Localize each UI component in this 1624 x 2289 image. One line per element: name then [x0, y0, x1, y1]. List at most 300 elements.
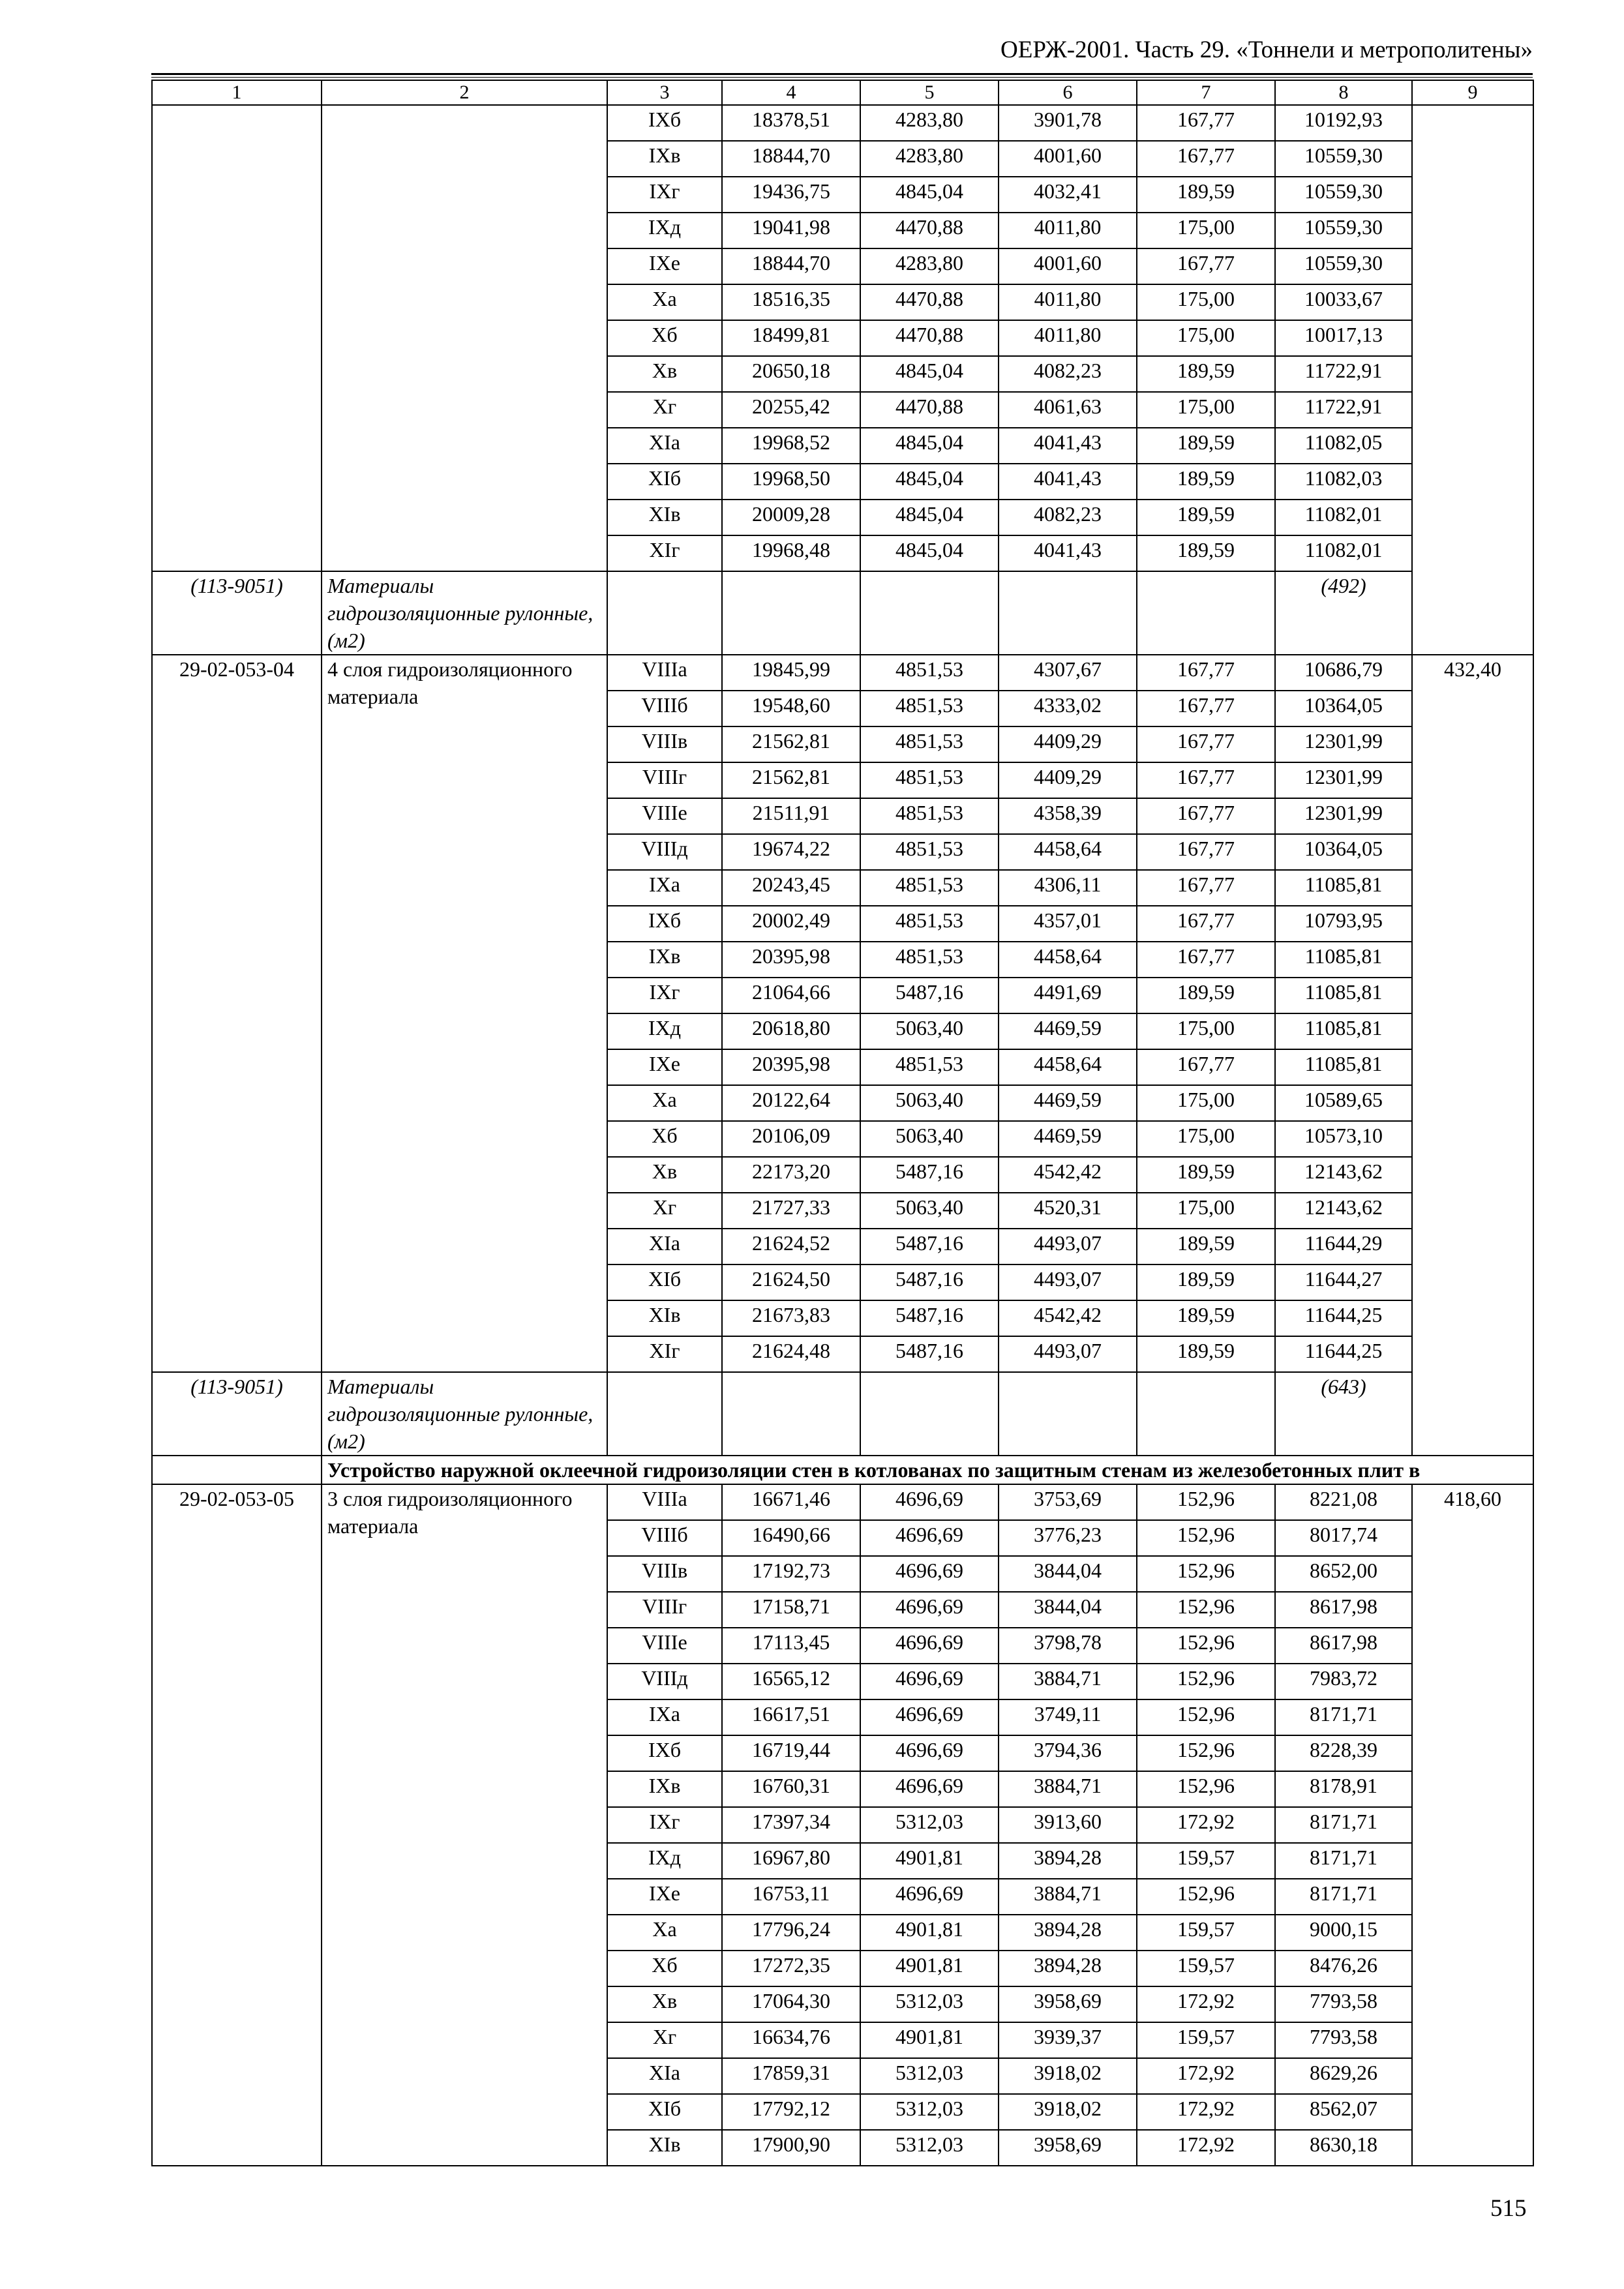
cell-c4: 17397,34	[722, 1807, 860, 1843]
cell-c6: 4061,63	[999, 392, 1137, 428]
cell-c4: 20395,98	[722, 942, 860, 978]
cell-c3: VIIIд	[607, 1664, 722, 1699]
cell-c6: 4041,43	[999, 535, 1137, 571]
cell-c6: 3958,69	[999, 1986, 1137, 2022]
cell-c8: 11085,81	[1275, 1013, 1412, 1049]
cell-c5: 4696,69	[860, 1879, 999, 1915]
cell-c7: 172,92	[1137, 2058, 1275, 2094]
cell-c5: 4696,69	[860, 1771, 999, 1807]
cell-c8: 10573,10	[1275, 1121, 1412, 1157]
cell-c7: 167,77	[1137, 762, 1275, 798]
column-number-row	[152, 80, 1533, 105]
empty-cell	[607, 1372, 722, 1456]
cell-c3: IXв	[607, 141, 722, 177]
price-table	[151, 80, 1534, 2166]
cell-c8: 8630,18	[1275, 2130, 1412, 2166]
cell-c7: 167,77	[1137, 141, 1275, 177]
cell-c6: 4082,23	[999, 500, 1137, 535]
rate-code: 29-02-053-05	[152, 1484, 322, 2166]
cell-c6: 4357,01	[999, 906, 1137, 942]
cell-c4: 16967,80	[722, 1843, 860, 1879]
cell-c4: 21624,52	[722, 1229, 860, 1264]
cell-c6: 4011,80	[999, 213, 1137, 248]
cell-c6: 3918,02	[999, 2094, 1137, 2130]
cell-c4: 21624,50	[722, 1264, 860, 1300]
cell-c6: 4469,59	[999, 1085, 1137, 1121]
column-number: 8	[1275, 80, 1412, 105]
cell-c3: Xв	[607, 1986, 722, 2022]
cell-c8: 10686,79	[1275, 655, 1412, 691]
rate-name: 3 слоя гидроизоляционного материала	[322, 1484, 607, 2166]
cell-c6: 4469,59	[999, 1013, 1137, 1049]
cell-c4: 18499,81	[722, 320, 860, 356]
cell-c7: 172,92	[1137, 2130, 1275, 2166]
cell-c7: 159,57	[1137, 1951, 1275, 1986]
cell-c8: 10364,05	[1275, 691, 1412, 726]
cell-c6: 3749,11	[999, 1699, 1137, 1735]
cell-c8: 8171,71	[1275, 1699, 1412, 1735]
cell-c4: 20243,45	[722, 870, 860, 906]
cell-c3: XIв	[607, 500, 722, 535]
cell-c7: 167,77	[1137, 870, 1275, 906]
cell-c8: 11085,81	[1275, 942, 1412, 978]
cell-c5: 4283,80	[860, 248, 999, 284]
column-number: 4	[722, 80, 860, 105]
cell-c7: 175,00	[1137, 213, 1275, 248]
cell-c5: 5063,40	[860, 1085, 999, 1121]
cell-c8: 9000,15	[1275, 1915, 1412, 1951]
cell-c4: 16617,51	[722, 1699, 860, 1735]
cell-c4: 20009,28	[722, 500, 860, 535]
material-quantity: (643)	[1275, 1372, 1412, 1456]
cell-c4: 17859,31	[722, 2058, 860, 2094]
cell-c8: 10559,30	[1275, 213, 1412, 248]
cell-c8: 11644,29	[1275, 1229, 1412, 1264]
cell-c4: 19968,52	[722, 428, 860, 464]
cell-c7: 152,96	[1137, 1735, 1275, 1771]
cell-c6: 4493,07	[999, 1264, 1137, 1300]
cell-c5: 4470,88	[860, 392, 999, 428]
material-code: (113-9051)	[152, 1372, 322, 1456]
cell-c4: 16753,11	[722, 1879, 860, 1915]
cell-c3: IXе	[607, 1879, 722, 1915]
cell-c5: 4696,69	[860, 1592, 999, 1628]
cell-c4: 17900,90	[722, 2130, 860, 2166]
cell-c4: 19845,99	[722, 655, 860, 691]
cell-c5: 4901,81	[860, 1843, 999, 1879]
cell-c3: VIIIб	[607, 691, 722, 726]
rate-value-c9: 432,40	[1412, 655, 1533, 1456]
cell-c7: 189,59	[1137, 356, 1275, 392]
cell-c4: 17272,35	[722, 1951, 860, 1986]
cell-c5: 5487,16	[860, 1264, 999, 1300]
cell-c8: 8617,98	[1275, 1628, 1412, 1664]
cell-c3: XIа	[607, 428, 722, 464]
empty-cell	[999, 571, 1137, 655]
cell-c7: 167,77	[1137, 942, 1275, 978]
cell-c4: 16671,46	[722, 1484, 860, 1520]
cell-c7: 167,77	[1137, 834, 1275, 870]
cell-c5: 4696,69	[860, 1664, 999, 1699]
cell-c3: XIб	[607, 464, 722, 500]
cell-c3: IXа	[607, 870, 722, 906]
cell-c4: 19968,48	[722, 535, 860, 571]
cell-c5: 5312,03	[860, 2094, 999, 2130]
cell-c7: 189,59	[1137, 428, 1275, 464]
cell-c3: VIIIа	[607, 1484, 722, 1520]
cell-c3: XIб	[607, 2094, 722, 2130]
cell-c7: 189,59	[1137, 1300, 1275, 1336]
cell-c4: 18516,35	[722, 284, 860, 320]
cell-c5: 4696,69	[860, 1484, 999, 1520]
cell-c6: 4493,07	[999, 1336, 1137, 1372]
cell-c8: 11082,05	[1275, 428, 1412, 464]
empty-cell	[999, 1372, 1137, 1456]
cell-c8: 11085,81	[1275, 1049, 1412, 1085]
header-rule	[151, 73, 1533, 75]
cell-c5: 4845,04	[860, 500, 999, 535]
cell-c3: VIIIв	[607, 1556, 722, 1592]
cell-c6: 4409,29	[999, 762, 1137, 798]
rate-name: 4 слоя гидроизоляционного материала	[322, 655, 607, 1372]
cell-c3: VIIIб	[607, 1520, 722, 1556]
cell-c4: 17064,30	[722, 1986, 860, 2022]
column-number: 5	[860, 80, 999, 105]
cell-c7: 189,59	[1137, 464, 1275, 500]
cell-c5: 5487,16	[860, 978, 999, 1013]
cell-c6: 3894,28	[999, 1951, 1137, 1986]
cell-c4: 20618,80	[722, 1013, 860, 1049]
cell-c4: 17792,12	[722, 2094, 860, 2130]
cell-c7: 189,59	[1137, 1157, 1275, 1193]
cell-c3: Xв	[607, 1157, 722, 1193]
cell-c5: 5063,40	[860, 1121, 999, 1157]
cell-c6: 3958,69	[999, 2130, 1137, 2166]
cell-c7: 189,59	[1137, 500, 1275, 535]
cell-c4: 19436,75	[722, 177, 860, 213]
cell-c4: 21673,83	[722, 1300, 860, 1336]
cell-c3: Xг	[607, 392, 722, 428]
cell-c6: 4041,43	[999, 464, 1137, 500]
cell-c6: 4001,60	[999, 141, 1137, 177]
cell-c5: 4845,04	[860, 428, 999, 464]
cell-c4: 22173,20	[722, 1157, 860, 1193]
cell-c4: 20395,98	[722, 1049, 860, 1085]
cell-c5: 4470,88	[860, 284, 999, 320]
cell-c3: VIIIд	[607, 834, 722, 870]
cell-c5: 4283,80	[860, 141, 999, 177]
cell-c4: 21562,81	[722, 726, 860, 762]
cell-c8: 8617,98	[1275, 1592, 1412, 1628]
cell-c4: 19968,50	[722, 464, 860, 500]
cell-c8: 7983,72	[1275, 1664, 1412, 1699]
cell-c5: 5063,40	[860, 1193, 999, 1229]
cell-c8: 8171,71	[1275, 1807, 1412, 1843]
cell-c3: Xв	[607, 356, 722, 392]
cell-c6: 4493,07	[999, 1229, 1137, 1264]
table-row	[152, 1484, 1533, 1520]
cell-c7: 189,59	[1137, 1229, 1275, 1264]
cell-c6: 3894,28	[999, 1843, 1137, 1879]
cell-c7: 172,92	[1137, 1986, 1275, 2022]
cell-c3: IXв	[607, 1771, 722, 1807]
cell-c5: 5487,16	[860, 1157, 999, 1193]
cell-c5: 4851,53	[860, 942, 999, 978]
cell-c5: 5487,16	[860, 1229, 999, 1264]
material-row	[152, 1372, 1533, 1456]
cell-c5: 4851,53	[860, 1049, 999, 1085]
cell-c5: 4851,53	[860, 906, 999, 942]
cell-c6: 4306,11	[999, 870, 1137, 906]
cell-c8: 7793,58	[1275, 1986, 1412, 2022]
cell-c3: IXг	[607, 1807, 722, 1843]
cell-c8: 8652,00	[1275, 1556, 1412, 1592]
cell-c6: 3794,36	[999, 1735, 1137, 1771]
cell-c7: 152,96	[1137, 1484, 1275, 1520]
cell-c7: 189,59	[1137, 1336, 1275, 1372]
cell-c7: 175,00	[1137, 1193, 1275, 1229]
cell-c3: VIIIв	[607, 726, 722, 762]
cell-c5: 5487,16	[860, 1336, 999, 1372]
cell-c6: 4001,60	[999, 248, 1137, 284]
cell-c8: 10793,95	[1275, 906, 1412, 942]
cell-c7: 159,57	[1137, 1843, 1275, 1879]
cell-c3: IXв	[607, 942, 722, 978]
cell-c6: 3939,37	[999, 2022, 1137, 2058]
cell-c7: 167,77	[1137, 726, 1275, 762]
empty-cell	[1137, 571, 1275, 655]
cell-c3: VIIIг	[607, 762, 722, 798]
table-row	[152, 105, 1533, 141]
cell-c8: 10559,30	[1275, 177, 1412, 213]
cell-c8: 12301,99	[1275, 726, 1412, 762]
cell-c3: IXа	[607, 1699, 722, 1735]
cell-c4: 21727,33	[722, 1193, 860, 1229]
cell-c4: 20106,09	[722, 1121, 860, 1157]
cell-c3: Xб	[607, 1121, 722, 1157]
cell-c6: 4358,39	[999, 798, 1137, 834]
cell-c5: 5312,03	[860, 1807, 999, 1843]
cell-c5: 4283,80	[860, 105, 999, 141]
material-name: Материалы гидроизоляционные рулонные, (м2)	[322, 1372, 607, 1456]
cell-c4: 19548,60	[722, 691, 860, 726]
cell-c3: XIа	[607, 2058, 722, 2094]
cell-c3: XIв	[607, 1300, 722, 1336]
cell-c6: 3913,60	[999, 1807, 1137, 1843]
cell-c3: VIIIе	[607, 1628, 722, 1664]
section-heading-row	[152, 1456, 1533, 1484]
rate-value-c9: 418,60	[1412, 1484, 1533, 2166]
cell-c7: 167,77	[1137, 105, 1275, 141]
cell-c7: 175,00	[1137, 320, 1275, 356]
cell-c5: 4696,69	[860, 1699, 999, 1735]
material-quantity: (492)	[1275, 571, 1412, 655]
cell-c3: VIIIе	[607, 798, 722, 834]
empty-cell-c9	[1412, 105, 1533, 655]
cell-c7: 167,77	[1137, 1049, 1275, 1085]
cell-c7: 159,57	[1137, 1915, 1275, 1951]
cell-c4: 21064,66	[722, 978, 860, 1013]
cell-c5: 4851,53	[860, 655, 999, 691]
cell-c7: 152,96	[1137, 1771, 1275, 1807]
cell-c8: 11085,81	[1275, 978, 1412, 1013]
cell-c4: 16490,66	[722, 1520, 860, 1556]
cell-c6: 4458,64	[999, 1049, 1137, 1085]
cell-c5: 4901,81	[860, 1915, 999, 1951]
cell-c7: 189,59	[1137, 978, 1275, 1013]
cell-c4: 17158,71	[722, 1592, 860, 1628]
cell-c3: IXб	[607, 105, 722, 141]
cell-c4: 17796,24	[722, 1915, 860, 1951]
cell-c5: 4696,69	[860, 1735, 999, 1771]
cell-c7: 167,77	[1137, 798, 1275, 834]
cell-c4: 20650,18	[722, 356, 860, 392]
cell-c8: 8221,08	[1275, 1484, 1412, 1520]
section-heading: Устройство наружной оклеечной гидроизоляции стен в котлованах по защитным стенам из железобетонных плит в	[322, 1456, 1533, 1484]
empty-cell	[860, 1372, 999, 1456]
cell-c8: 10017,13	[1275, 320, 1412, 356]
empty-cell	[1137, 1372, 1275, 1456]
rate-code: 29-02-053-04	[152, 655, 322, 1372]
cell-c4: 18378,51	[722, 105, 860, 141]
cell-c5: 4851,53	[860, 870, 999, 906]
cell-c4: 16634,76	[722, 2022, 860, 2058]
cell-c5: 4845,04	[860, 177, 999, 213]
cell-c7: 167,77	[1137, 691, 1275, 726]
cell-c6: 4491,69	[999, 978, 1137, 1013]
cell-c3: XIа	[607, 1229, 722, 1264]
cell-c5: 4696,69	[860, 1556, 999, 1592]
cell-c6: 4011,80	[999, 284, 1137, 320]
cell-c3: Xг	[607, 1193, 722, 1229]
cell-c5: 5312,03	[860, 1986, 999, 2022]
cell-c3: IXд	[607, 1013, 722, 1049]
page-header: ОЕРЖ-2001. Часть 29. «Тоннели и метрополитены»	[1000, 37, 1533, 63]
column-number: 9	[1412, 80, 1533, 105]
cell-c6: 4041,43	[999, 428, 1137, 464]
cell-c6: 4032,41	[999, 177, 1137, 213]
cell-c6: 4333,02	[999, 691, 1137, 726]
cell-c8: 8562,07	[1275, 2094, 1412, 2130]
cell-c8: 11082,01	[1275, 500, 1412, 535]
cell-c8: 10559,30	[1275, 141, 1412, 177]
cell-c4: 21511,91	[722, 798, 860, 834]
cell-c6: 4011,80	[999, 320, 1137, 356]
cell-c5: 4901,81	[860, 1951, 999, 1986]
cell-c6: 4409,29	[999, 726, 1137, 762]
material-name: Материалы гидроизоляционные рулонные, (м2)	[322, 571, 607, 655]
cell-c7: 159,57	[1137, 2022, 1275, 2058]
cell-c6: 3884,71	[999, 1771, 1137, 1807]
cell-c8: 8171,71	[1275, 1843, 1412, 1879]
cell-c6: 3798,78	[999, 1628, 1137, 1664]
cell-c3: IXд	[607, 213, 722, 248]
cell-c6: 3844,04	[999, 1556, 1137, 1592]
cell-c8: 11082,01	[1275, 535, 1412, 571]
empty-cell	[860, 571, 999, 655]
cell-c3: Xб	[607, 320, 722, 356]
cell-c7: 189,59	[1137, 177, 1275, 213]
cell-c5: 4696,69	[860, 1520, 999, 1556]
table-row	[152, 655, 1533, 691]
cell-c7: 172,92	[1137, 2094, 1275, 2130]
cell-c6: 4469,59	[999, 1121, 1137, 1157]
cell-c7: 152,96	[1137, 1879, 1275, 1915]
cell-c5: 4851,53	[860, 834, 999, 870]
cell-c7: 152,96	[1137, 1592, 1275, 1628]
column-number: 2	[322, 80, 607, 105]
cell-c8: 8228,39	[1275, 1735, 1412, 1771]
empty-cell	[607, 571, 722, 655]
cell-c7: 175,00	[1137, 1121, 1275, 1157]
cell-c4: 21562,81	[722, 762, 860, 798]
cell-c4: 19674,22	[722, 834, 860, 870]
cell-c4: 17192,73	[722, 1556, 860, 1592]
cell-c3: Xа	[607, 1915, 722, 1951]
cell-c7: 152,96	[1137, 1628, 1275, 1664]
cell-c8: 12301,99	[1275, 762, 1412, 798]
cell-c7: 175,00	[1137, 1013, 1275, 1049]
cell-c7: 152,96	[1137, 1556, 1275, 1592]
cell-c7: 152,96	[1137, 1520, 1275, 1556]
cell-c6: 3894,28	[999, 1915, 1137, 1951]
cell-c3: Xб	[607, 1951, 722, 1986]
cell-c6: 3901,78	[999, 105, 1137, 141]
header-rule-thin	[151, 77, 1533, 78]
cell-c8: 11085,81	[1275, 870, 1412, 906]
cell-c3: Xа	[607, 284, 722, 320]
cell-c4: 20002,49	[722, 906, 860, 942]
cell-c8: 11722,91	[1275, 392, 1412, 428]
cell-c8: 8476,26	[1275, 1951, 1412, 1986]
cell-c8: 10192,93	[1275, 105, 1412, 141]
cell-c4: 16565,12	[722, 1664, 860, 1699]
cell-c5: 4851,53	[860, 798, 999, 834]
column-number: 1	[152, 80, 322, 105]
empty-name-cell	[322, 105, 607, 571]
cell-c6: 4542,42	[999, 1157, 1137, 1193]
cell-c5: 4470,88	[860, 320, 999, 356]
cell-c5: 4851,53	[860, 726, 999, 762]
cell-c8: 10364,05	[1275, 834, 1412, 870]
cell-c6: 3753,69	[999, 1484, 1137, 1520]
cell-c8: 8171,71	[1275, 1879, 1412, 1915]
cell-c4: 18844,70	[722, 248, 860, 284]
cell-c5: 5312,03	[860, 2058, 999, 2094]
cell-c7: 175,00	[1137, 392, 1275, 428]
cell-c8: 11722,91	[1275, 356, 1412, 392]
cell-c4: 16760,31	[722, 1771, 860, 1807]
cell-c6: 4307,67	[999, 655, 1137, 691]
cell-c3: IXг	[607, 978, 722, 1013]
cell-c4: 20122,64	[722, 1085, 860, 1121]
cell-c6: 4542,42	[999, 1300, 1137, 1336]
material-row	[152, 571, 1533, 655]
cell-c7: 175,00	[1137, 1085, 1275, 1121]
cell-c3: IXг	[607, 177, 722, 213]
cell-c7: 189,59	[1137, 1264, 1275, 1300]
cell-c8: 11082,03	[1275, 464, 1412, 500]
cell-c4: 16719,44	[722, 1735, 860, 1771]
empty-code-cell	[152, 105, 322, 571]
cell-c7: 167,77	[1137, 248, 1275, 284]
cell-c3: XIг	[607, 1336, 722, 1372]
empty-cell	[152, 1456, 322, 1484]
cell-c5: 4470,88	[860, 213, 999, 248]
cell-c5: 4851,53	[860, 691, 999, 726]
cell-c8: 11644,27	[1275, 1264, 1412, 1300]
cell-c6: 3844,04	[999, 1592, 1137, 1628]
